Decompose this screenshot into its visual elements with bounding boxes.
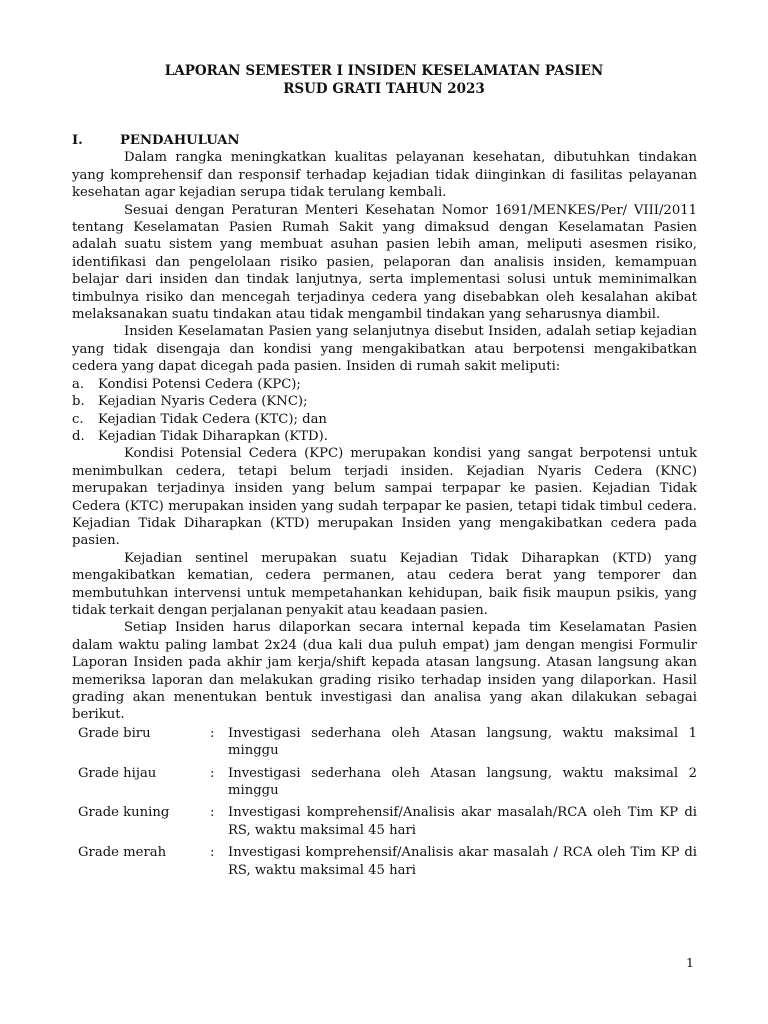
incident-type-list xyxy=(72,376,697,446)
grade-name: Grade merah xyxy=(78,845,167,861)
paragraph-intro: Dalam rangka meningkatkan kualitas pelayanan kesehatan, dibutuhkan tindakan yang komprehensif dan responsif terhadap kejadian tidak diinginkan di fasilitas pelayanan kesehatan agar kejadian serupa tidak terulang kembali. xyxy=(72,150,697,201)
list-item xyxy=(72,411,697,428)
grade-name: Grade biru xyxy=(78,725,151,741)
document-title-line2: RSUD GRATI TAHUN 2023 xyxy=(283,81,485,97)
grade-colon: : xyxy=(210,765,215,781)
document-body xyxy=(72,132,697,884)
grade-description: Investigasi sederhana oleh Atasan langsung, waktu maksimal 2 minggu xyxy=(228,765,697,799)
paragraph-incident-definition: Insiden Keselamatan Pasien yang selanjutnya disebut Insiden, adalah setiap kejadian yang tidak disengaja dan kondisi yang mengakibatkan atau berpotensi mengakibatkan cedera yang dapat dicegah pada pasien. Insiden di rumah sakit meliputi: xyxy=(72,324,697,375)
grade-description: Investigasi sederhana oleh Atasan langsung, waktu maksimal 1 minggu xyxy=(228,725,697,759)
list-text: Kejadian Tidak Cedera (KTC); dan xyxy=(98,411,327,427)
grade-colon: : xyxy=(210,725,215,741)
list-marker: a. xyxy=(72,376,85,392)
grade-table xyxy=(72,725,697,884)
grade-colon: : xyxy=(210,845,215,861)
page-number: 1 xyxy=(686,955,694,970)
grade-name: Grade hijau xyxy=(78,765,157,781)
paragraph-regulation: Sesuai dengan Peraturan Menteri Kesehatan Nomor 1691/MENKES/Per/ VIII/2011 tentang Keselamatan Pasien Rumah Sakit yang dimaksud dengan Keselamatan Pasien adalah suatu sistem yang membuat asuhan pasien lebih aman, meliputi asesmen risiko, identifikasi dan pengelolaan risiko pasien, pelaporan dan analisis insiden, kemampuan belajar dari insiden dan tindak lanjutnya, serta implementasi solusi untuk meminimalkan timbulnya risiko dan mencegah terjadinya cedera yang disebabkan oleh kesalahan akibat melaksanakan suatu tindakan atau tidak mengambil tindakan yang seharusnya diambil. xyxy=(72,202,697,323)
paragraph-definitions: Kondisi Potensial Cedera (KPC) merupakan kondisi yang sangat berpotensi untuk menimbulkan cedera, tetapi belum terjadi insiden. Kejadian Nyaris Cedera (KNC) merupakan terjadinya insiden yang belum sampai terpapar ke pasien. Kejadian Tidak Cedera (KTC) merupakan insiden yang sudah terpapar ke pasien, tetapi tidak timbul cedera. Kejadian Tidak Diharapkan (KTD) merupakan Insiden yang mengakibatkan cedera pada pasien. xyxy=(72,446,697,549)
paragraph-sentinel: Kejadian sentinel merupakan suatu Kejadian Tidak Diharapkan (KTD) yang mengakibatkan kematian, cedera permanen, atau cedera berat yang temporer dan membutuhkan intervensi untuk mempetahankan kehidupan, baik fisik maupun psikis, yang tidak terkait dengan perjalanan penyakit atau keadaan pasien. xyxy=(72,550,697,618)
list-text: Kejadian Nyaris Cedera (KNC); xyxy=(98,394,308,410)
section-heading xyxy=(72,132,697,149)
list-item xyxy=(72,428,697,445)
document-title-line1: LAPORAN SEMESTER I INSIDEN KESELAMATAN PASIEN xyxy=(164,63,604,79)
list-text: Kondisi Potensi Cedera (KPC); xyxy=(98,376,301,392)
grade-colon: : xyxy=(210,805,215,821)
list-text: Kejadian Tidak Diharapkan (KTD). xyxy=(98,428,328,444)
list-marker: d. xyxy=(72,428,85,444)
table-row xyxy=(72,725,697,765)
section-number: I. xyxy=(72,133,83,148)
list-item xyxy=(72,376,697,393)
table-row xyxy=(72,804,697,844)
list-marker: b. xyxy=(72,394,85,410)
table-row xyxy=(72,844,697,884)
grade-description: Investigasi komprehensif/Analisis akar masalah / RCA oleh Tim KP di RS, waktu maksimal 45 hari xyxy=(228,845,697,878)
paragraph-reporting: Setiap Insiden harus dilaporkan secara internal kepada tim Keselamatan Pasien dalam waktu paling lambat 2x24 (dua kali dua puluh empat) jam dengan mengisi Formulir Laporan Insiden pada akhir jam kerja/shift kepada atasan langsung. Atasan langsung akan memeriksa laporan dan melakukan grading risiko terhadap insiden yang dilaporkan. Hasil grading akan menentukan bentuk investigasi dan analisa yang akan dilakukan sebagai berikut. xyxy=(72,620,697,723)
grade-name: Grade kuning xyxy=(78,805,170,821)
table-row xyxy=(72,765,697,805)
list-marker: c. xyxy=(72,411,84,427)
list-item xyxy=(72,393,697,410)
grade-description: Investigasi komprehensif/Analisis akar masalah/RCA oleh Tim KP di RS, waktu maksimal 45 hari xyxy=(228,805,697,838)
section-title: PENDAHULUAN xyxy=(120,133,240,148)
